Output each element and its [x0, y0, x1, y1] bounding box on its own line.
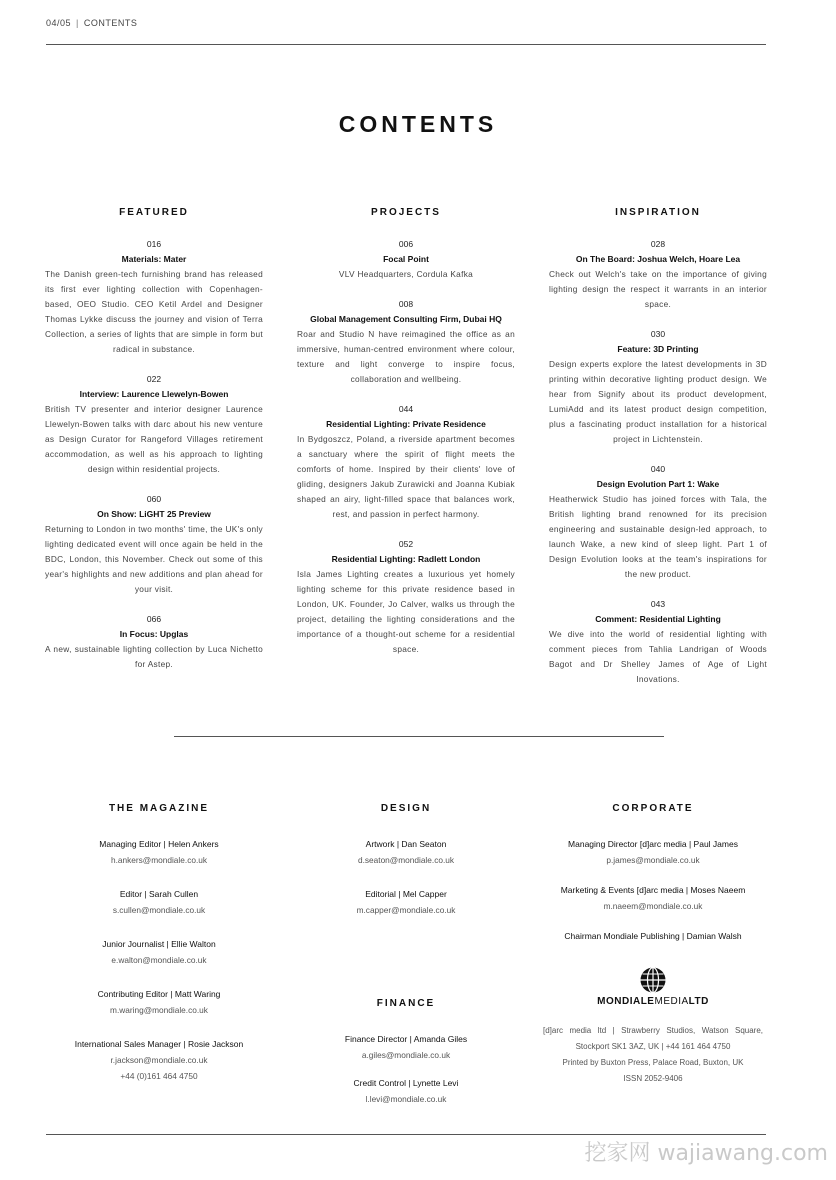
entry-description: British TV presenter and interior designer Laurence Llewelyn-Bowen talks with darc about his new venture as Design Curator for Rangeford Villages retirement accommodation, as well as his approach to lighting design within residential projects.	[45, 404, 263, 474]
entry-title: In Focus: Upglas	[119, 629, 189, 639]
publisher-address	[543, 1023, 763, 1087]
staff-role: Editorial | Mel Capper	[365, 889, 447, 899]
entry-page-number: 030	[650, 329, 666, 339]
column-projects	[297, 207, 515, 672]
entry-title: Global Management Consulting Firm, Dubai HQ	[310, 314, 502, 324]
entry-description: Heatherwick Studio has joined forces with Tala, the British lighting brand renowned for its precision engineering and sustainable design-led approach, to launch Wake, a new kind of sleep light. Part 1 of Design Evolution looks at the team's inspirations for the new product.	[549, 494, 767, 579]
logo-part-mondiale: MONDIALE	[597, 996, 655, 1007]
staff-contact	[50, 936, 268, 968]
staff-contact	[50, 836, 268, 868]
staff-magazine	[50, 803, 268, 1102]
entry-title: Design Evolution Part 1: Wake	[596, 479, 720, 489]
staff-role: Managing Director [d]arc media | Paul James	[568, 839, 738, 849]
staff-email[interactable]: s.cullen@mondiale.co.uk	[112, 905, 206, 915]
staff-role: Chairman Mondiale Publishing | Damian Walsh	[564, 931, 742, 941]
entry-title: Focal Point	[383, 254, 429, 264]
staff-role: Artwork | Dan Seaton	[365, 839, 447, 849]
staff-section-title: FINANCE	[376, 998, 436, 1009]
site-watermark: 挖家网 wajiawang.com	[584, 1141, 828, 1166]
staff-role: Credit Control | Lynette Levi	[353, 1078, 459, 1088]
entry-title: Residential Lighting: Radlett London	[331, 554, 481, 564]
staff-contact	[543, 928, 763, 944]
staff-email[interactable]: l.levi@mondiale.co.uk	[365, 1094, 447, 1104]
contents-entry[interactable]	[549, 462, 767, 582]
contents-entry[interactable]	[297, 237, 515, 282]
column-title: PROJECTS	[371, 207, 441, 218]
entry-title: Feature: 3D Printing	[617, 344, 699, 354]
column-featured	[45, 207, 263, 687]
staff-section-title: CORPORATE	[612, 803, 694, 814]
staff-contact	[50, 886, 268, 918]
entry-description: Design experts explore the latest developments in 3D printing within decorative lighting product design. We hear from Signify about its product development, LumiAdd and its latest product design competition, plus a fascinating product installation for a historical project in Lichtenstein.	[549, 359, 767, 444]
contents-entry[interactable]	[45, 372, 263, 477]
bottom-rule	[46, 1134, 766, 1135]
entry-page-number: 066	[146, 614, 162, 624]
contents-entry[interactable]	[549, 237, 767, 312]
entry-page-number: 052	[398, 539, 414, 549]
staff-contact	[297, 1031, 515, 1063]
entry-description: Isla James Lighting creates a luxurious yet homely lighting scheme for this private residence based in London, UK. Founder, Jo Calver, walks us through the project, detailing the lighting considerations and the importance of a thought-out scheme for a residential space.	[297, 569, 515, 654]
column-title: FEATURED	[119, 207, 189, 218]
page-number: 04/05	[46, 18, 72, 28]
entry-description: Roar and Studio N have reimagined the office as an immersive, human-centred environment where colour, texture and light converge to inspire focus, collaboration and wellbeing.	[297, 329, 515, 384]
staff-email[interactable]: r.jackson@mondiale.co.uk	[110, 1055, 208, 1065]
entry-title: Residential Lighting: Private Residence	[326, 419, 486, 429]
staff-email[interactable]: a.giles@mondiale.co.uk	[361, 1050, 451, 1060]
entry-title: On The Board: Joshua Welch, Hoare Lea	[575, 254, 741, 264]
contents-entry[interactable]	[297, 537, 515, 657]
logo-part-media: MEDIA	[654, 996, 689, 1007]
top-rule	[46, 44, 766, 45]
column-title: INSPIRATION	[615, 207, 701, 218]
contents-entry[interactable]	[45, 612, 263, 672]
staff-role: Finance Director | Amanda Giles	[344, 1034, 468, 1044]
entry-page-number: 008	[398, 299, 414, 309]
staff-email[interactable]: m.waring@mondiale.co.uk	[110, 1005, 208, 1015]
staff-contact	[543, 836, 763, 868]
entry-page-number: 040	[650, 464, 666, 474]
entry-page-number: 006	[398, 239, 414, 249]
staff-phone: +44 (0)161 464 4750	[120, 1071, 198, 1081]
globe-icon	[639, 966, 667, 994]
entry-title: On Show: LiGHT 25 Preview	[97, 509, 211, 519]
staff-role: International Sales Manager | Rosie Jackson	[74, 1039, 244, 1049]
logo-wordmark	[597, 996, 709, 1007]
entry-description: VLV Headquarters, Cordula Kafka	[338, 269, 474, 279]
staff-section-title: THE MAGAZINE	[108, 803, 210, 814]
middle-rule	[174, 736, 664, 737]
staff-role: Junior Journalist | Ellie Walton	[102, 939, 216, 949]
contents-entry[interactable]	[549, 327, 767, 447]
logo-part-ltd: LTD	[688, 996, 709, 1007]
entry-page-number: 043	[650, 599, 666, 609]
staff-finance	[297, 998, 515, 1125]
contents-entry[interactable]	[45, 237, 263, 357]
entry-page-number: 028	[650, 239, 666, 249]
entry-page-number: 016	[146, 239, 162, 249]
staff-design	[297, 803, 515, 936]
entry-title: Interview: Laurence Llewelyn-Bowen	[79, 389, 229, 399]
entry-title: Materials: Mater	[121, 254, 187, 264]
staff-role: Editor | Sarah Cullen	[119, 889, 199, 899]
staff-role: Contributing Editor | Matt Waring	[97, 989, 221, 999]
staff-role: Managing Editor | Helen Ankers	[99, 839, 219, 849]
contents-entry[interactable]	[297, 402, 515, 522]
staff-email[interactable]: d.seaton@mondiale.co.uk	[357, 855, 455, 865]
staff-email[interactable]: e.walton@mondiale.co.uk	[111, 955, 207, 965]
page-title: CONTENTS	[338, 111, 498, 137]
entry-description: In Bydgoszcz, Poland, a riverside apartment becomes a sanctuary where the spirit of flight meets the comforts of home. Inspired by their clients' love of gliding, designers Jakub Zurawicki and Joanna Kubiak shaped an airy, light-filled space that balances work, rest, and passion in perfect harmony.	[297, 434, 515, 519]
entry-page-number: 044	[398, 404, 414, 414]
staff-email[interactable]: h.ankers@mondiale.co.uk	[110, 855, 208, 865]
staff-contact	[297, 836, 515, 868]
entry-page-number: 022	[146, 374, 162, 384]
staff-email[interactable]: m.naeem@mondiale.co.uk	[603, 901, 703, 911]
staff-contact	[297, 1075, 515, 1107]
entry-description: We dive into the world of residential lighting with comment pieces from Tahlia Landrigan of Woods Bagot and Dr Shelley James of Age of Light Inovations.	[549, 629, 767, 684]
entry-title: Comment: Residential Lighting	[595, 614, 721, 624]
address-line: [d]arc media ltd | Strawberry Studios, Watson Square, Stockport SK1 3AZ, UK | +44 161 464 4750	[543, 1026, 763, 1051]
contents-entry[interactable]	[45, 492, 263, 597]
staff-role: Marketing & Events [d]arc media | Moses Naeem	[560, 885, 746, 895]
entry-description: Returning to London in two months' time, the UK's only lighting dedicated event will once again be held in the BDC, London, this November. Check out some of this year's highlights and new additions and plan ahead for your visit.	[45, 524, 263, 594]
entry-description: The Danish green-tech furnishing brand has released its first ever lighting collection with Copenhagen-based, OEO Studio. CEO Ketil Ardel and Designer Thomas Lykke discuss the journey and vision of Terra Collection, a series of lights that are simple in form but radical in substance.	[45, 269, 263, 354]
header-separator: |	[76, 18, 79, 28]
staff-email[interactable]: m.capper@mondiale.co.uk	[356, 905, 456, 915]
staff-contact	[50, 1036, 268, 1084]
printer-line: Printed by Buxton Press, Palace Road, Buxton, UK	[562, 1058, 744, 1067]
contents-entry[interactable]	[297, 297, 515, 387]
entry-description: Check out Welch's take on the importance of giving lighting design the respect it warrants in an interior space.	[549, 269, 767, 309]
section-label: CONTENTS	[83, 18, 138, 28]
staff-corporate	[543, 803, 763, 1087]
entry-page-number: 060	[146, 494, 162, 504]
staff-email[interactable]: p.james@mondiale.co.uk	[606, 855, 700, 865]
issn-line: ISSN 2052-9406	[623, 1074, 683, 1083]
staff-contact	[543, 882, 763, 914]
mondiale-logo	[543, 966, 763, 1007]
page-header	[46, 18, 137, 28]
staff-section-title: DESIGN	[380, 803, 432, 814]
contents-entry[interactable]	[549, 597, 767, 687]
staff-contact	[50, 986, 268, 1018]
column-inspiration	[549, 207, 767, 702]
staff-contact	[297, 886, 515, 918]
entry-description: A new, sustainable lighting collection by Luca Nichetto for Astep.	[45, 644, 263, 669]
